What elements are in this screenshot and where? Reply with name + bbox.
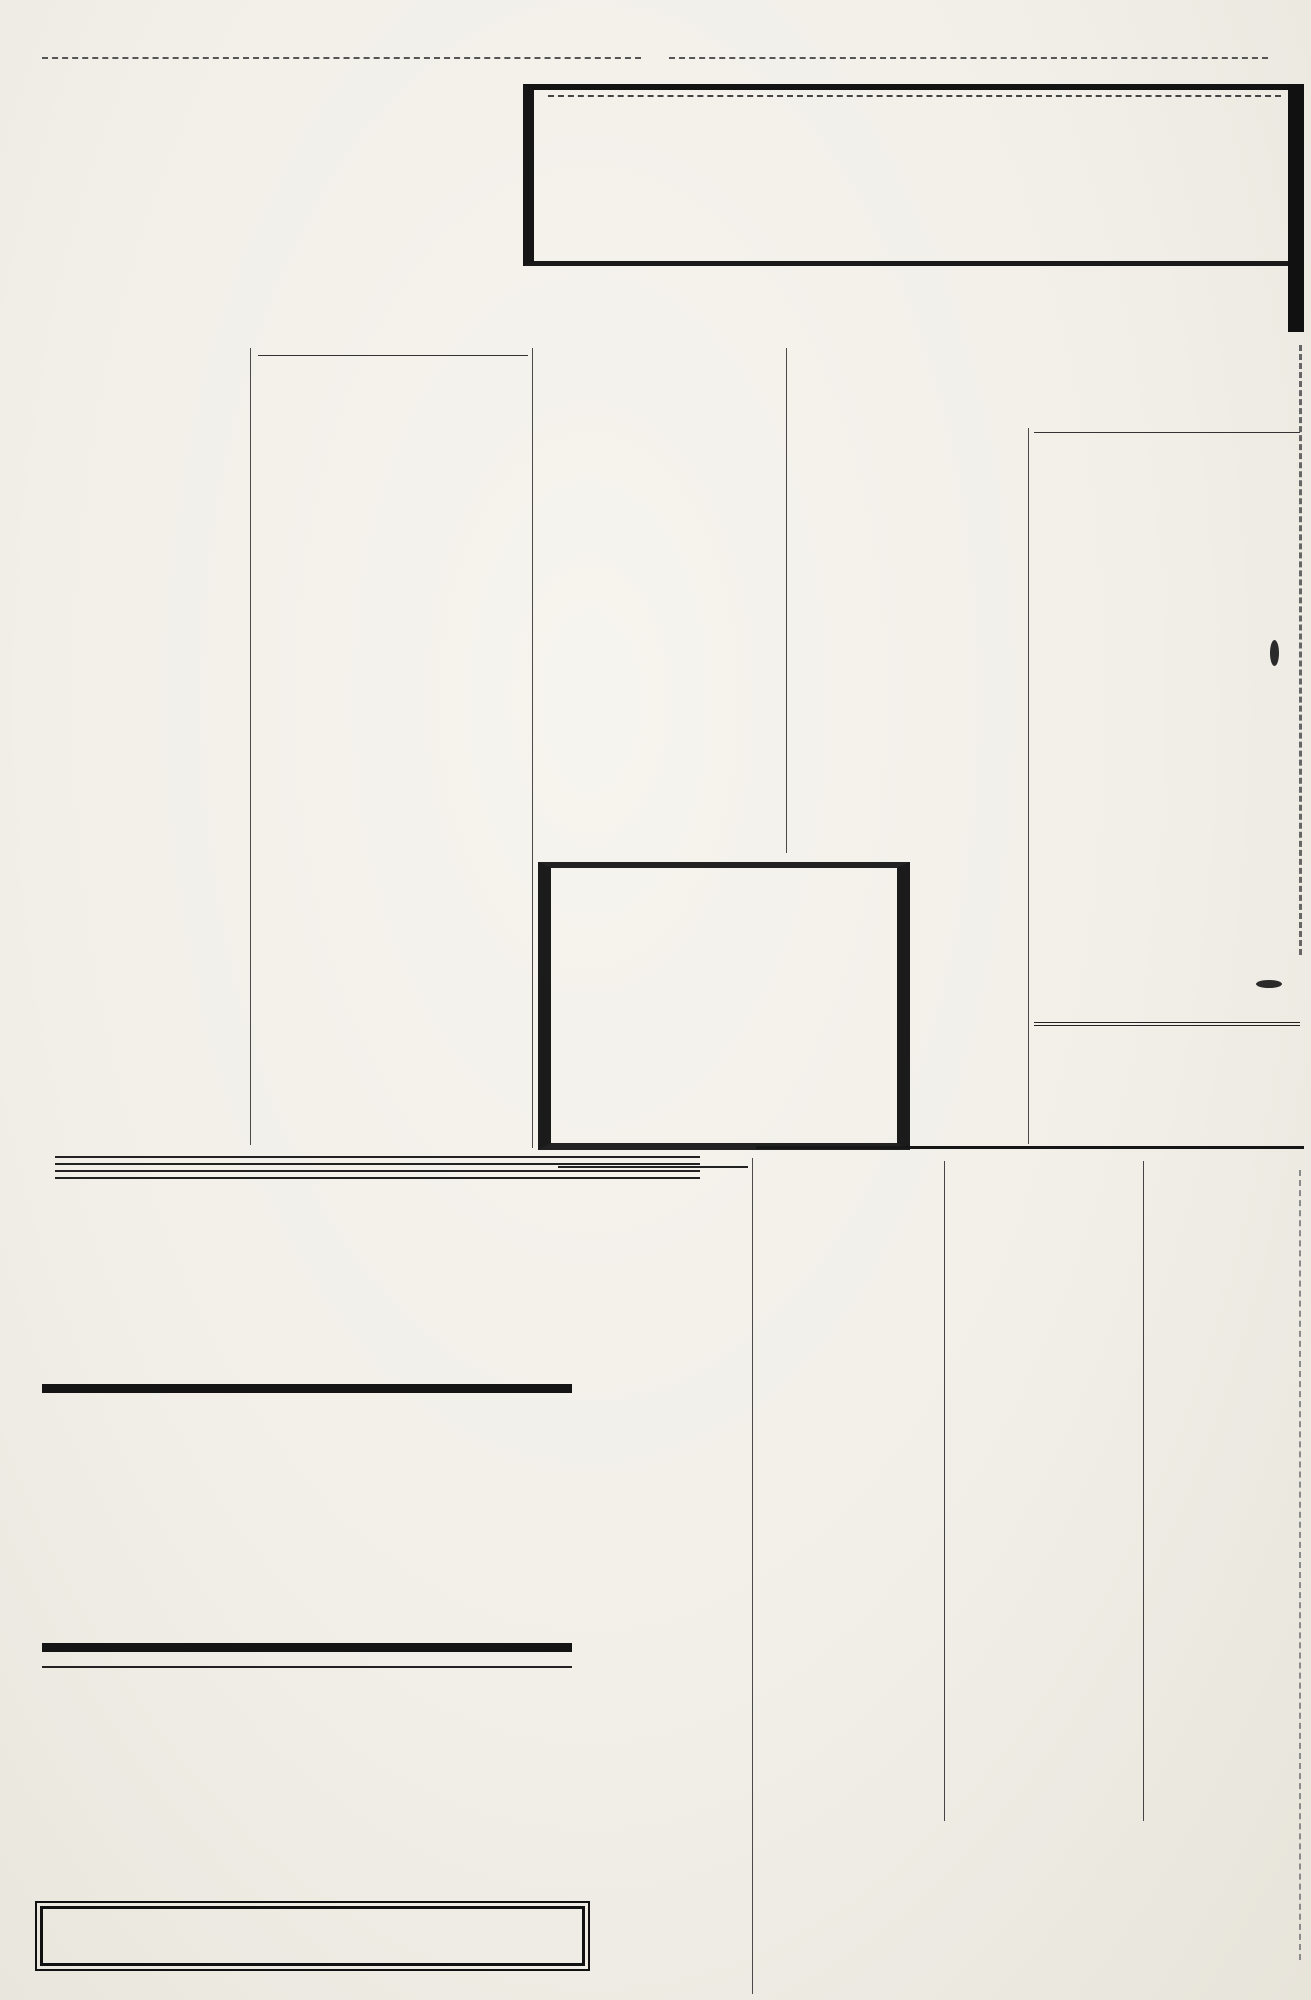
column-rule xyxy=(250,348,251,1145)
interned-article xyxy=(558,1166,748,1171)
anglia-column-1 xyxy=(756,1161,934,1821)
theater-name xyxy=(548,92,1281,97)
page-header xyxy=(28,44,1282,59)
ink-speck xyxy=(1270,640,1279,666)
scan-edge-dashes xyxy=(1299,345,1302,955)
column-rule xyxy=(1028,428,1029,1144)
cooperative-notice xyxy=(42,1666,572,1902)
hronika-section xyxy=(540,345,782,858)
scan-edge-bar xyxy=(1288,84,1304,332)
read-paper-promo xyxy=(40,1906,585,1966)
lead-article-headline xyxy=(36,86,528,258)
theater-ad xyxy=(523,84,1300,266)
scan-edge-dashes xyxy=(1299,1170,1301,1960)
column-rule xyxy=(752,1158,753,1994)
header-rule-left xyxy=(42,57,641,59)
column-rule xyxy=(532,348,533,1148)
anglia-column-3 xyxy=(1143,1161,1294,1821)
lead-article-column-2 xyxy=(258,345,528,1151)
right-column xyxy=(1034,424,1300,1016)
vpechatleniya-article xyxy=(1034,432,1300,437)
anglia-france-article xyxy=(756,1146,1304,1996)
bottom-middle-column xyxy=(558,1158,748,1994)
benesh-article xyxy=(258,355,528,360)
gost-article-left-column xyxy=(792,430,1022,860)
anglia-column-2 xyxy=(944,1161,1133,1821)
lead-article-column-1 xyxy=(38,345,246,1145)
ink-speck xyxy=(1256,980,1282,988)
universal-ad xyxy=(42,1384,572,1652)
gost-article-headline xyxy=(790,262,1310,270)
header-rule-right xyxy=(669,57,1268,59)
varna-sofia-ad xyxy=(538,862,910,1150)
column-rule xyxy=(786,348,787,853)
posledici-article xyxy=(1034,1022,1300,1157)
lead-article-subheads xyxy=(30,258,570,261)
